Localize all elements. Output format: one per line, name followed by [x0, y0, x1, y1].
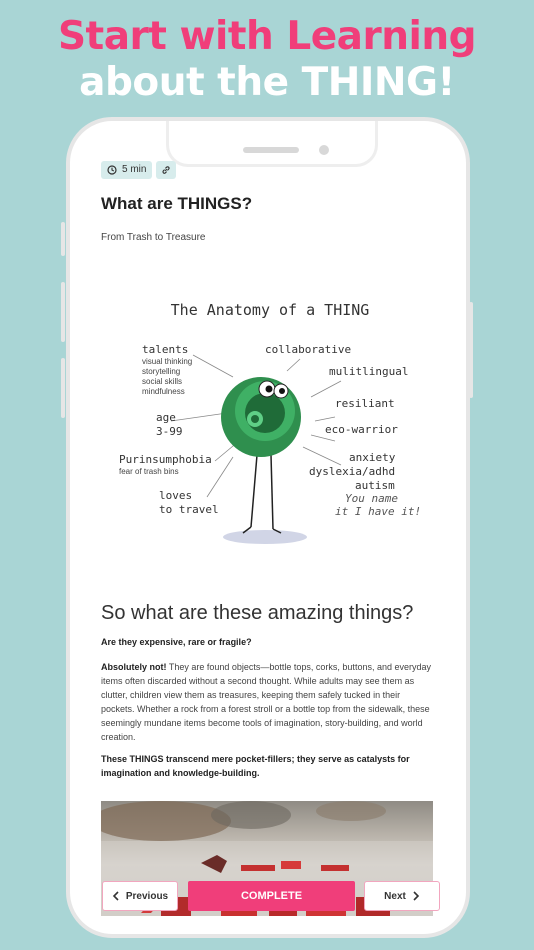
link-icon — [161, 165, 171, 175]
label-eco-warrior: eco-warrior — [325, 423, 398, 436]
talent-item: social skills — [142, 377, 183, 386]
chevron-right-icon — [412, 891, 420, 901]
next-label: Next — [384, 890, 406, 902]
chevron-left-icon — [112, 891, 120, 901]
duration-label: 5 min — [122, 164, 147, 175]
lesson-content — [101, 161, 433, 778]
phone-side-button — [61, 282, 65, 342]
talent-item: visual thinking — [142, 357, 193, 366]
label-purinsumphobia-note: fear of trash bins — [119, 467, 179, 476]
label-age-range: 3-99 — [156, 425, 183, 438]
figure-title: The Anatomy of a THING — [170, 301, 370, 319]
label-dyslexia: dyslexia/adhd — [309, 465, 396, 478]
clock-icon — [107, 165, 117, 175]
speaker-grille — [243, 147, 299, 153]
label-collaborative: collaborative — [265, 343, 352, 356]
body-text: They are found objects—bottle tops, corks, buttons, and everyday items often discarded without a second thought. While adults may see them as clutter, children view them as treasures, keeping them safely tucked in their pockets. Whether a rock from a forest stroll or a bottle top from the sidewalk, these seemingly mundane items become tools of imagination, story-building, and world creation. — [101, 662, 431, 742]
body-lead: Absolutely not! — [101, 662, 167, 672]
label-anxiety: anxiety — [349, 451, 396, 464]
label-loves: loves — [159, 489, 193, 502]
label-talents: talents — [142, 343, 189, 356]
label-resilient: resiliant — [335, 397, 395, 410]
previous-button[interactable] — [102, 881, 178, 911]
talent-item: storytelling — [142, 367, 181, 376]
talent-item: mindfulness — [142, 387, 185, 396]
label-purinsumphobia: Purinsumphobia — [119, 453, 212, 466]
label-you-name-it-2: it I have it! — [335, 505, 422, 518]
label-talents-list — [142, 357, 192, 397]
anatomy-illustration — [115, 301, 425, 561]
label-to-travel: to travel — [159, 503, 219, 516]
label-you-name-it-1: You name — [345, 492, 398, 505]
lesson-nav-bar — [102, 881, 442, 913]
duration-chip — [101, 161, 152, 179]
lesson-title: What are THINGS? — [101, 194, 253, 213]
phone-frame — [66, 117, 470, 938]
section-heading: So what are these amazing things? — [101, 602, 414, 624]
section-question: Are they expensive, rare or fragile? — [101, 637, 252, 647]
label-age: age — [156, 411, 176, 424]
complete-button[interactable] — [188, 881, 355, 911]
label-multilingual: mulitlingual — [329, 365, 409, 378]
previous-label: Previous — [125, 890, 169, 902]
lesson-subtitle: From Trash to Treasure — [101, 232, 206, 243]
phone-side-button — [61, 358, 65, 418]
promo-line-2: about the THING! — [79, 60, 455, 105]
label-autism: autism — [355, 479, 395, 492]
phone-side-button — [61, 222, 65, 256]
front-camera — [319, 145, 329, 155]
next-button[interactable] — [364, 881, 440, 911]
promo-headline — [0, 14, 534, 106]
lesson-meta — [101, 161, 433, 179]
copy-link-button[interactable] — [156, 161, 176, 179]
promo-line-1: Start with Learning — [57, 14, 477, 59]
complete-label: COMPLETE — [240, 890, 303, 902]
section-body — [101, 660, 433, 744]
section-emphasis: These THINGS transcend mere pocket-fillers; they serve as catalysts for imagination and knowledge-building. — [101, 754, 410, 778]
